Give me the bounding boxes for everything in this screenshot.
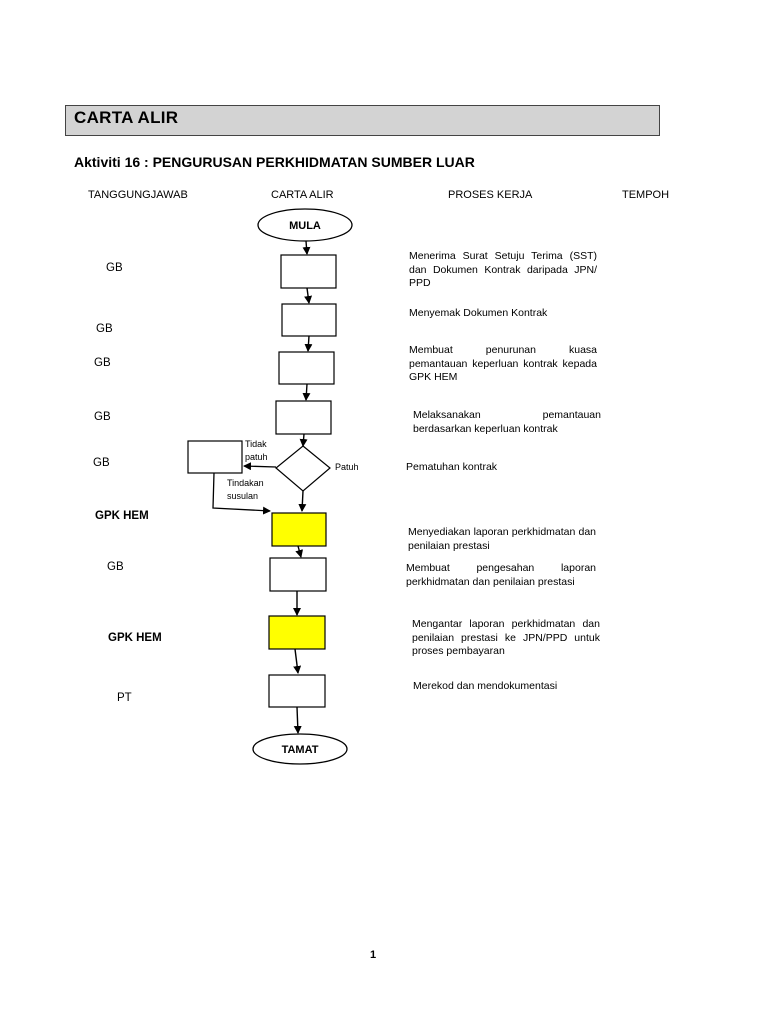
- responsibility-2: GB: [96, 323, 113, 335]
- start-label: MULA: [289, 220, 321, 232]
- connector-arrow: [298, 546, 301, 557]
- responsibility-1: GB: [106, 262, 123, 274]
- connector-arrow: [303, 434, 304, 446]
- column-header-flowchart: CARTA ALIR: [271, 189, 334, 201]
- connector-arrow: [307, 288, 309, 303]
- no-label-line-1: Tidak: [245, 439, 267, 449]
- connector-arrow: [306, 384, 307, 400]
- responsibility-5: GB: [93, 457, 110, 469]
- column-header-work-process: PROSES KERJA: [448, 189, 533, 201]
- process-4: Melaksanakan pemantauan berdasarkan keperluan kontrak: [413, 409, 601, 435]
- action-label-line-2: susulan: [227, 491, 259, 501]
- connector-arrow: [302, 491, 303, 511]
- activity-title: Aktiviti 16 : PENGURUSAN PERKHIDMATAN SUMBER LUAR: [74, 154, 475, 170]
- responsibility-4: GB: [94, 411, 111, 423]
- process-box-5-highlight: [272, 513, 326, 546]
- page-number: 1: [370, 949, 377, 961]
- process-6: Menyediakan laporan perkhidmatan dan penilaian prestasi: [408, 526, 596, 552]
- process-box-3: [279, 352, 334, 384]
- no-label-line-2: patuh: [245, 452, 268, 462]
- process-box-7-highlight: [269, 616, 325, 649]
- connector-arrow: [308, 336, 309, 351]
- responsibility-8: GPK HEM: [108, 632, 162, 644]
- connector-arrow: [297, 707, 298, 733]
- page-title: CARTA ALIR: [74, 108, 179, 127]
- follow-up-box: [188, 441, 242, 473]
- action-label-line-1: Tindakan: [227, 478, 264, 488]
- connector-arrow: [306, 241, 307, 254]
- responsibility-6: GPK HEM: [95, 510, 149, 522]
- connector-arrow: [295, 649, 298, 673]
- column-header-responsibility: TANGGUNGJAWAB: [88, 189, 188, 201]
- process-3: Membuat penurunan kuasa pemantauan keperluan kontrak kepada GPK HEM: [409, 344, 597, 383]
- connector-arrow: [244, 466, 276, 467]
- process-box-4: [276, 401, 331, 434]
- process-box-6: [270, 558, 326, 591]
- process-1: Menerima Surat Setuju Terima (SST) dan Dokumen Kontrak daripada JPN/ PPD: [409, 250, 597, 289]
- process-8: Mengantar laporan perkhidmatan dan penilaian prestasi ke JPN/PPD untuk proses pembayaran: [412, 618, 600, 657]
- process-2: Menyemak Dokumen Kontrak: [409, 307, 548, 319]
- responsibility-9: PT: [117, 692, 132, 704]
- process-box-2: [282, 304, 336, 336]
- column-header-duration: TEMPOH: [622, 189, 670, 201]
- yes-label: Patuh: [335, 462, 359, 472]
- process-box-8: [269, 675, 325, 707]
- process-5: Pematuhan kontrak: [406, 461, 498, 473]
- responsibility-3: GB: [94, 357, 111, 369]
- decision-diamond: [276, 446, 330, 491]
- process-7: Membuat pengesahan laporan perkhidmatan dan penilaian prestasi: [406, 562, 596, 588]
- process-box-1: [281, 255, 336, 288]
- responsibility-7: GB: [107, 561, 124, 573]
- end-label: TAMAT: [281, 744, 319, 756]
- process-9: Merekod dan mendokumentasi: [413, 680, 558, 692]
